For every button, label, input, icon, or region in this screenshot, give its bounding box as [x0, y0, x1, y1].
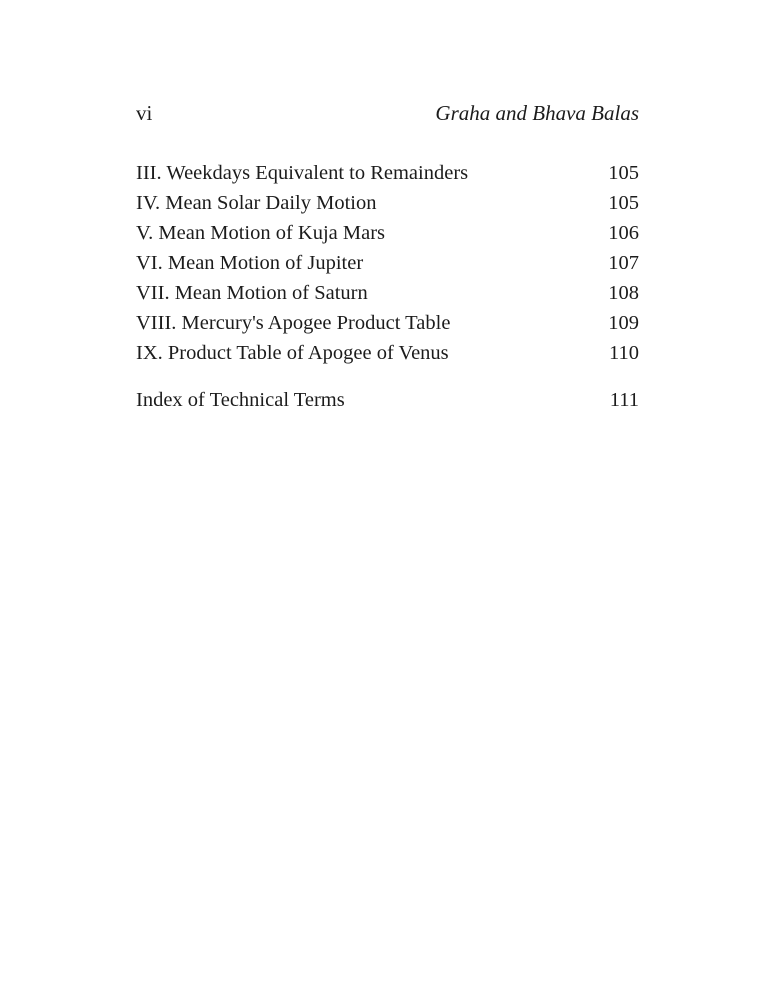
toc-entry-page: 111 — [609, 389, 639, 411]
folio-page-number: vi — [136, 101, 153, 125]
toc-entry-page: 110 — [609, 342, 639, 364]
toc-entry-title: V. Mean Motion of Kuja Mars — [136, 222, 386, 244]
toc-entry-title: Index of Technical Terms — [136, 389, 345, 411]
toc-entry-page: 108 — [608, 282, 639, 304]
toc-row-index — [136, 385, 639, 415]
toc-list — [136, 158, 639, 368]
toc-row — [136, 218, 639, 248]
toc-row — [136, 338, 639, 368]
page-header — [136, 101, 639, 125]
toc-entry-page: 105 — [608, 192, 639, 214]
toc-entry-title: IX. Product Table of Apogee of Venus — [136, 342, 449, 364]
toc-entry-page: 105 — [608, 162, 639, 184]
toc-entry-title: IV. Mean Solar Daily Motion — [136, 192, 377, 214]
toc-entry-title: VI. Mean Motion of Jupiter — [136, 252, 364, 274]
toc-entry-page: 109 — [608, 312, 639, 334]
toc-row — [136, 188, 639, 218]
running-title: Graha and Bhava Balas — [435, 101, 639, 125]
toc-entry-page: 106 — [608, 222, 639, 244]
page-content — [136, 0, 639, 415]
toc-entry-title: III. Weekdays Equivalent to Remainders — [136, 162, 469, 184]
toc-entry-page: 107 — [608, 252, 639, 274]
toc-row — [136, 308, 639, 338]
toc-row — [136, 158, 639, 188]
toc-row — [136, 248, 639, 278]
toc-row — [136, 278, 639, 308]
toc-entry-title: VII. Mean Motion of Saturn — [136, 282, 368, 304]
toc-entry-title: VIII. Mercury's Apogee Product Table — [136, 312, 451, 334]
